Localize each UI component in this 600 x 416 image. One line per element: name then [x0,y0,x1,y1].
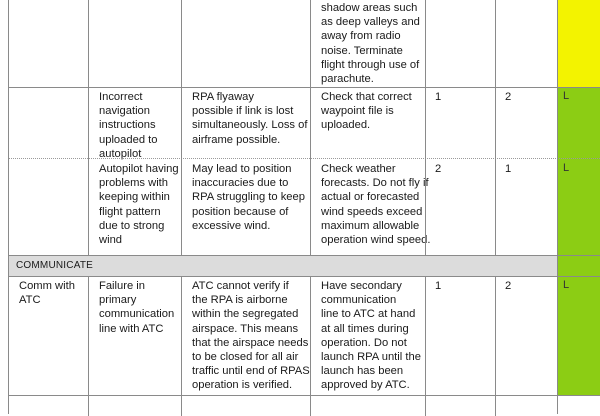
effect-line: possible if link is lost [192,105,294,118]
failure-line: flight pattern [99,205,161,218]
failure-line: instructions [99,119,156,132]
control-line: as deep valleys and [321,16,420,29]
table-row [8,87,600,158]
effect-line: position because of [192,205,289,218]
failure-line: primary [99,294,137,307]
failure-cell [96,276,191,395]
row-divider [8,158,600,159]
likelihood-cell: 1 [435,91,442,103]
control-line: communication [321,294,397,307]
control-line: launch has been [321,365,404,378]
failure-line: communication [99,308,175,321]
control-line: actual or forecasted [321,191,420,204]
column-divider [88,0,89,255]
failure-line: Autopilot having [99,163,179,175]
control-line: operation. Do not [321,336,407,349]
column-divider [310,276,311,416]
row-divider [8,255,600,256]
failure-cell [96,158,191,255]
control-line: noise. Terminate [321,44,403,57]
effect-line: excessive wind. [192,219,271,232]
component-cell [16,276,96,395]
effect-line: RPA flyaway [192,91,254,103]
table-row [8,0,600,87]
risk-cell: L [557,87,600,158]
control-line: Have secondary [321,280,402,292]
control-line: forecasts. Do not fly if [321,177,429,190]
control-line: maximum allowable [321,219,420,232]
control-line: operation wind speed. [321,234,431,247]
failure-line: problems with [99,177,169,190]
component-line: Comm with [19,280,75,292]
control-line: wind speeds exceed [321,205,423,218]
table-row [8,158,600,255]
severity-cell: 2 [505,280,512,292]
control-cell [318,87,433,158]
control-line: shadow areas such [321,2,418,14]
risk-cell: L [557,276,600,395]
column-divider [557,0,558,414]
control-line: uploaded. [321,119,371,132]
failure-line: wind [99,234,123,247]
control-line: line to ATC at hand [321,308,416,321]
likelihood-cell: 1 [435,280,442,292]
effect-line: traffic until end of RPAS [192,365,310,378]
control-line: waypoint file is [321,105,394,118]
control-line: approved by ATC. [321,379,410,392]
risk-cell: L [557,158,600,255]
column-divider [495,0,496,255]
column-divider [8,0,9,414]
control-line: away from radio [321,30,401,43]
control-line: parachute. [321,73,374,86]
failure-line: keeping within [99,191,170,204]
control-line: launch RPA until the [321,351,421,364]
effect-line: simultaneously. Loss of [192,119,308,132]
effect-line: May lead to position [192,163,292,175]
row-divider [8,276,600,277]
column-divider [181,0,182,255]
effect-line: ATC cannot verify if [192,280,289,292]
component-line: ATC [19,294,41,307]
likelihood-cell: 2 [435,163,442,175]
risk-cell-green [557,255,600,276]
effect-line: to be closed for all air [192,351,299,364]
control-line: Check that correct [321,91,412,103]
column-divider [310,0,311,255]
effect-line: airspace. This means [192,322,299,335]
control-cell [318,158,433,255]
column-divider [495,276,496,416]
row-divider [8,87,600,88]
control-cell [318,0,433,87]
table-row [8,276,600,395]
failure-line: navigation [99,105,151,118]
risk-cell-yellow [557,0,600,87]
failure-line: uploaded to [99,133,158,146]
failure-line: due to strong [99,219,165,232]
severity-cell: 1 [505,163,512,175]
control-cell [318,276,433,395]
column-divider [88,276,89,416]
effect-line: that the airspace needs [192,336,309,349]
failure-line: autopilot [99,147,142,160]
effect-line: operation is verified. [192,379,293,392]
effect-line: within the segregated [192,308,299,321]
effect-line: inaccuracies due to [192,177,289,190]
failure-cell [96,87,191,158]
column-divider [425,0,426,255]
effect-cell [189,158,319,255]
column-divider [181,276,182,416]
effect-cell [189,87,319,158]
risk-assessment-table [8,0,600,414]
control-line: at all times during [321,322,409,335]
section-label: COMMUNICATE [16,260,94,271]
control-line: Check weather [321,163,396,175]
section-row [8,255,600,276]
column-divider [425,276,426,416]
effect-line: airframe possible. [192,133,281,146]
row-divider [8,395,600,396]
severity-cell: 2 [505,91,512,103]
failure-line: Failure in [99,280,146,292]
effect-line: RPA struggling to keep [192,191,305,204]
failure-line: line with ATC [99,322,164,335]
control-line: flight through use of [321,58,420,71]
failure-line: Incorrect [99,91,143,103]
effect-line: the RPA is airborne [192,294,288,307]
effect-cell [189,276,319,395]
